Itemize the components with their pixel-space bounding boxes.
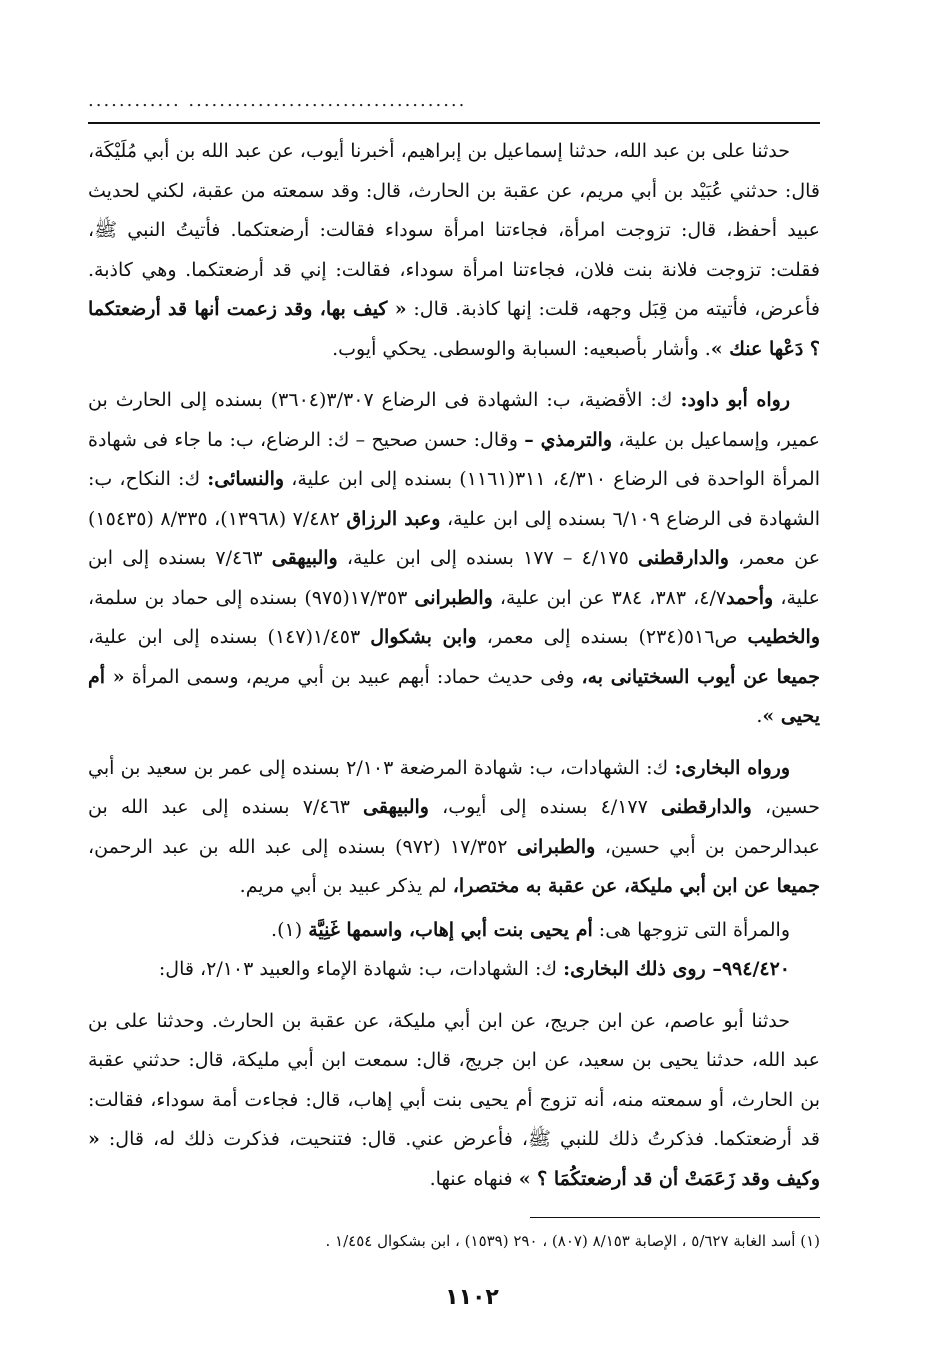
citation-text: ١٧/٣٥٣(٩٧٥) بسنده إلى حماد بن سلمة، — [88, 586, 408, 609]
hadith-2-tail: فنهاه عنها. — [429, 1167, 513, 1190]
hadith-number: ٩٩٤/٤٢٠– روى ذلك البخارى: — [563, 958, 790, 980]
source-name: والبيهقى — [363, 796, 429, 818]
hadith-1-isnad: حدثنا على بن عبد الله، حدثنا إسماعيل بن إبراهيم، أخبرنا أيوب، عن عبد الله بن أبي مُلَيْكَة، قال: حدثني عُبَيْد بن أبي مريم، عن عقبة بن الحارث، قال: وقد سمعته من عقبة، لكني لحديث عبيد أحفظ، قال: تزوجت امرأة، فجاءتنا امرأة سوداء فقالت: أرضعتكما. فأتيتُ النبي ﷺ، فقلت: تزوجت فلانة بنت فلان، فجاءتنا امرأة سوداء، فقالت: إني قد أرضعتكما. وهي كاذبة. فأعرض، فأتيته من قِبَل وجهه، قلت: إنها كاذبة. قال: — [88, 140, 820, 320]
source-label: ورواه البخارى: — [674, 756, 790, 779]
source-name: وعبد الرزاق — [346, 507, 441, 530]
hadith-1-matn: « كيف بها، وقد زعمت أنها قد أرضعتكما ؟ دَعْها عنك » — [88, 298, 820, 360]
source-name: والبيهقى — [271, 547, 338, 569]
hadith-2-matn: « وكيف وقد زَعَمَتْ أن قد أرضعتكُمَا ؟ » — [88, 1128, 820, 1190]
citation-text: لم يذكر عبيد بن أبي مريم. — [239, 875, 447, 897]
period: . — [271, 918, 278, 941]
citation-text: ص٥١٦(٢٣٤) بسنده إلى معمر، — [486, 626, 738, 648]
source-name: والطبرانى — [414, 586, 493, 609]
hadith-source: ك: الشهادات، ب: شهادة الإماء والعبيد ٢/١٠٣، قال: — [158, 958, 558, 980]
citation-text: وفى حديث حماد: أبهم عبيد بن أبي مريم، وسمى المرأة — [131, 665, 575, 688]
citation-text: ١٧/٣٥٢ (٩٧٢) بسنده إلى عبد الله بن عبد الرحمن، — [88, 835, 508, 858]
hadith-2-heading — [88, 950, 820, 990]
page-number: ١١٠٢ — [445, 1285, 499, 1310]
footnote-rule — [530, 1217, 820, 1218]
takhrij-abu-dawud — [88, 381, 820, 737]
common-narrator: جميعا عن أيوب السختيانى به، — [581, 665, 820, 688]
header-rule — [88, 122, 820, 124]
citation-text: ٤/١٧٧ بسنده إلى أيوب، — [442, 796, 648, 818]
wife-note — [88, 911, 820, 951]
common-narrator: جميعا عن ابن أبي مليكة، عن عقبة به مختصرا، — [452, 875, 820, 897]
citation-text: ١/٤٥٣(١٤٧) بسنده إلى ابن علية، — [88, 626, 361, 648]
hadith-1-tail: . وأشار بأصبعيه: السبابة والوسطى. يحكي أيوب. — [332, 337, 711, 360]
woman-name: « أم يحيى » — [88, 665, 820, 727]
footnote-marker: (١) — [277, 918, 303, 941]
hadith-2 — [88, 1002, 820, 1200]
citation-text: ك: الشهادات، ب: شهادة المرضعة ٢/١٠٣ بسنده إلى عمر بن سعيد بن أبي حسين، — [88, 756, 820, 818]
wife-note-intro: والمرأة التى تزوجها هى: — [598, 918, 790, 941]
hadith-1 — [88, 132, 820, 369]
footnote: (١) أسد الغابة ٥/٦٢٧ ، الإصابة ٨/١٥٣ (٨٠٧) ، ٢٩٠ (١٥٣٩) ، ابن بشكوال ١/٤٥٤ . — [325, 1232, 820, 1250]
citation-text: ٤/١٧٥ – ١٧٧ بسنده إلى ابن علية، — [346, 547, 629, 569]
citation-text: ٤/٧، ٣٨٣، ٣٨٤ عن ابن علية، — [499, 586, 727, 609]
citation-text: ٧/٤٦٣ بسنده إلى عبد الله بن عبدالرحمن بن أبي حسين، — [88, 796, 820, 858]
source-name: والدارقطنى — [638, 547, 729, 569]
source-name: والطبرانى — [516, 835, 596, 858]
page-body — [88, 132, 820, 1203]
source-name: والخطيب — [747, 626, 821, 648]
citation-text: ٧/٤٦٣ بسنده إلى ابن علية، — [88, 547, 821, 609]
citation-text: ك: الأقضية، ب: الشهادة فى الرضاع ٣/٣٠٧(٣٦٠٤) بسنده إلى الحارث بن عمير، وإسماعيل بن علية، — [88, 389, 821, 451]
takhrij-bukhari — [88, 749, 820, 907]
period: . — [756, 705, 763, 727]
citation-text: ك: النكاح، ب: الشهادة فى الرضاع ٦/١٠٩ بسنده إلى ابن علية، — [88, 468, 821, 530]
source-name: والدارقطنى — [660, 796, 752, 818]
source-label: رواه أبو داود: — [680, 389, 790, 411]
wife-name: أم يحيى بنت أبي إهاب، واسمها غَنِيَّة — [308, 918, 593, 941]
hadith-2-text: حدثنا أبو عاصم، عن ابن جريج، عن ابن أبي مليكة، عن عقبة بن الحارث. وحدثنا على بن عبد الله، حدثنا يحيى بن سعيد، عن ابن جريج، قال: سمعت ابن أبي مليكة، قال: حدثني عقبة بن الحارث، أو سمعته منه، أنه تزوج أم يحيى بنت أبي إهاب، قال: فجاءت أمة سوداء، فقالت: قد أرضعتكما. فذكرتُ ذلك للنبي ﷺ، فأعرض عني. قال: فتنحيت، فذكرت ذلك له، قال: — [88, 1009, 820, 1150]
source-name: وابن بشكوال — [370, 626, 477, 648]
header-dotted-line: ............ .................................... — [88, 92, 467, 110]
source-name: وأحمد — [726, 586, 774, 609]
source-name: والترمذي – — [524, 428, 613, 451]
source-name: والنسائى: — [207, 468, 285, 490]
citation-text: وقال: حسن صحيح – ك: الرضاع، ب: ما جاء فى شهادة المرأة الواحدة فى الرضاع ٤/٣١٠، ٣١١(١١٦١) بسنده إلى ابن علية، — [88, 428, 820, 490]
citation-text: ٧/٤٨٢ (١٣٩٦٨)، ٨/٣٣٥ (١٥٤٣٥) عن معمر، — [88, 507, 821, 569]
